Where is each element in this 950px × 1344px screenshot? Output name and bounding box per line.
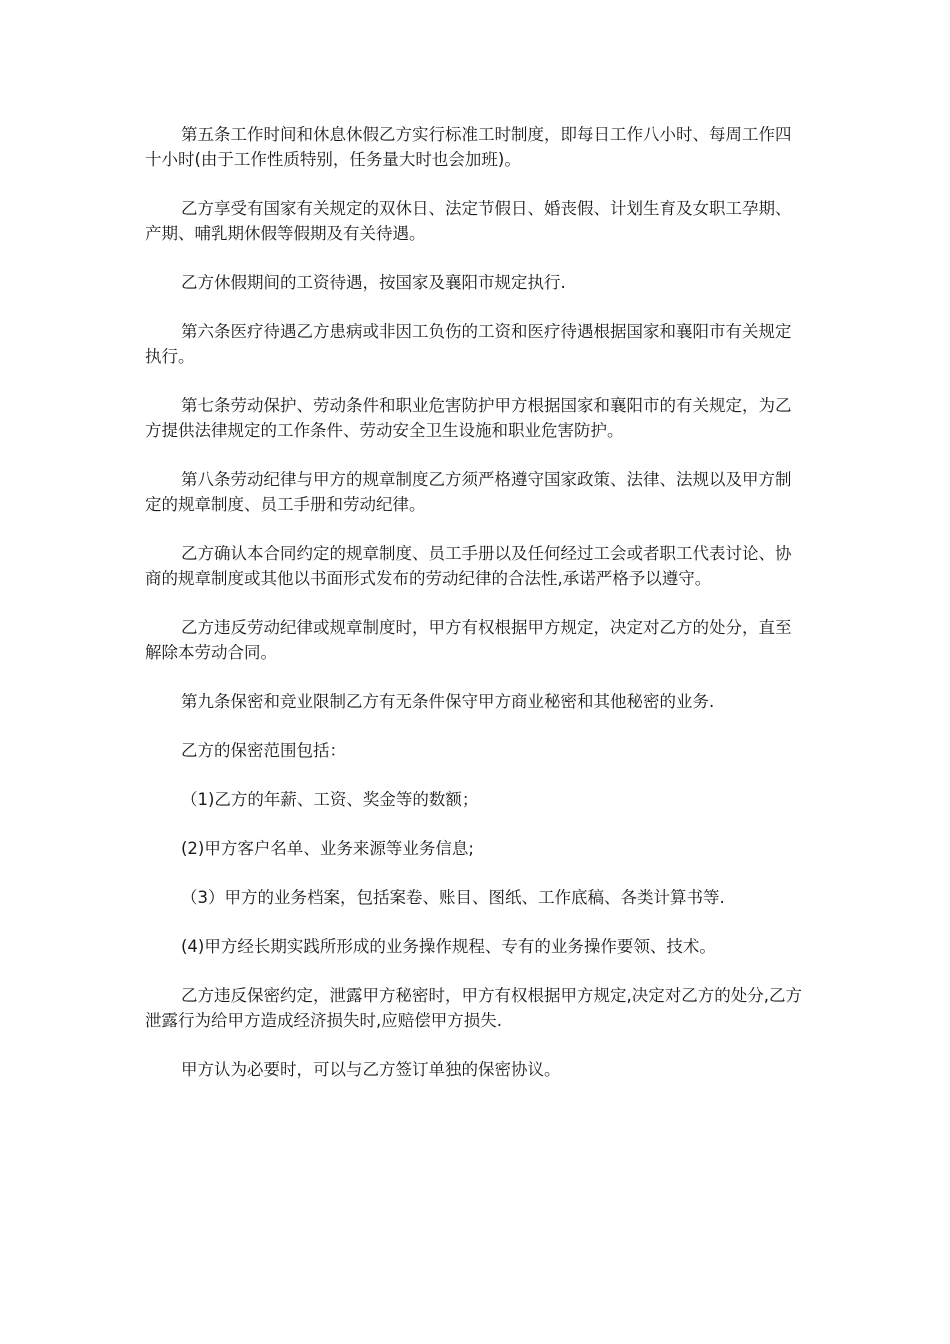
paragraph-separate-agreement: 甲方认为必要时，可以与乙方签订单独的保密协议。 <box>181 1060 561 1079</box>
document-body <box>145 122 805 1106</box>
paragraph-confidentiality: 第九条保密和竞业限制乙方有无条件保守甲方商业秘密和其他秘密的业务. <box>181 692 715 711</box>
list-item-3: （3）甲方的业务档案，包括案卷、账目、图纸、工作底稿、各类计算书等. <box>181 888 725 907</box>
paragraph-confidentiality-scope: 乙方的保密范围包括： <box>181 741 346 760</box>
paragraph-holidays: 乙方享受有国家有关规定的双休日、法定节假日、婚丧假、计划生育及女职工孕期、产期、哺乳期休假等假期及有关待遇。 <box>145 199 792 243</box>
paragraph-medical-treatment: 第六条医疗待遇乙方患病或非因工负伤的工资和医疗待遇根据国家和襄阳市有关规定执行。 <box>145 322 792 366</box>
paragraph-discipline-violation: 乙方违反劳动纪律或规章制度时，甲方有权根据甲方规定，决定对乙方的处分，直至解除本劳动合同。 <box>145 618 792 662</box>
paragraph-labor-discipline: 第八条劳动纪律与甲方的规章制度乙方须严格遵守国家政策、法律、法规以及甲方制定的规章制度、员工手册和劳动纪律。 <box>145 470 792 514</box>
paragraph-working-hours: 第五条工作时间和休息休假乙方实行标准工时制度，即每日工作八小时、每周工作四十小时(由于工作性质特别，任务量大时也会加班)。 <box>145 125 792 169</box>
paragraph-holiday-pay: 乙方休假期间的工资待遇，按国家及襄阳市规定执行. <box>181 273 566 292</box>
list-item-2: (2)甲方客户名单、业务来源等业务信息; <box>181 839 474 858</box>
list-item-4: (4)甲方经长期实践所形成的业务操作规程、专有的业务操作要领、技术。 <box>181 937 716 956</box>
paragraph-labor-protection: 第七条劳动保护、劳动条件和职业危害防护甲方根据国家和襄阳市的有关规定，为乙方提供法律规定的工作条件、劳动安全卫生设施和职业危害防护。 <box>145 396 792 440</box>
paragraph-confidentiality-breach: 乙方违反保密约定，泄露甲方秘密时，甲方有权根据甲方规定,决定对乙方的处分,乙方泄露行为给甲方造成经济损失时,应赔偿甲方损失. <box>145 986 802 1030</box>
paragraph-rules-confirmation: 乙方确认本合同约定的规章制度、员工手册以及任何经过工会或者职工代表讨论、协商的规章制度或其他以书面形式发布的劳动纪律的合法性,承诺严格予以遵守。 <box>145 544 792 588</box>
list-item-1: （1)乙方的年薪、工资、奖金等的数额； <box>181 790 479 809</box>
